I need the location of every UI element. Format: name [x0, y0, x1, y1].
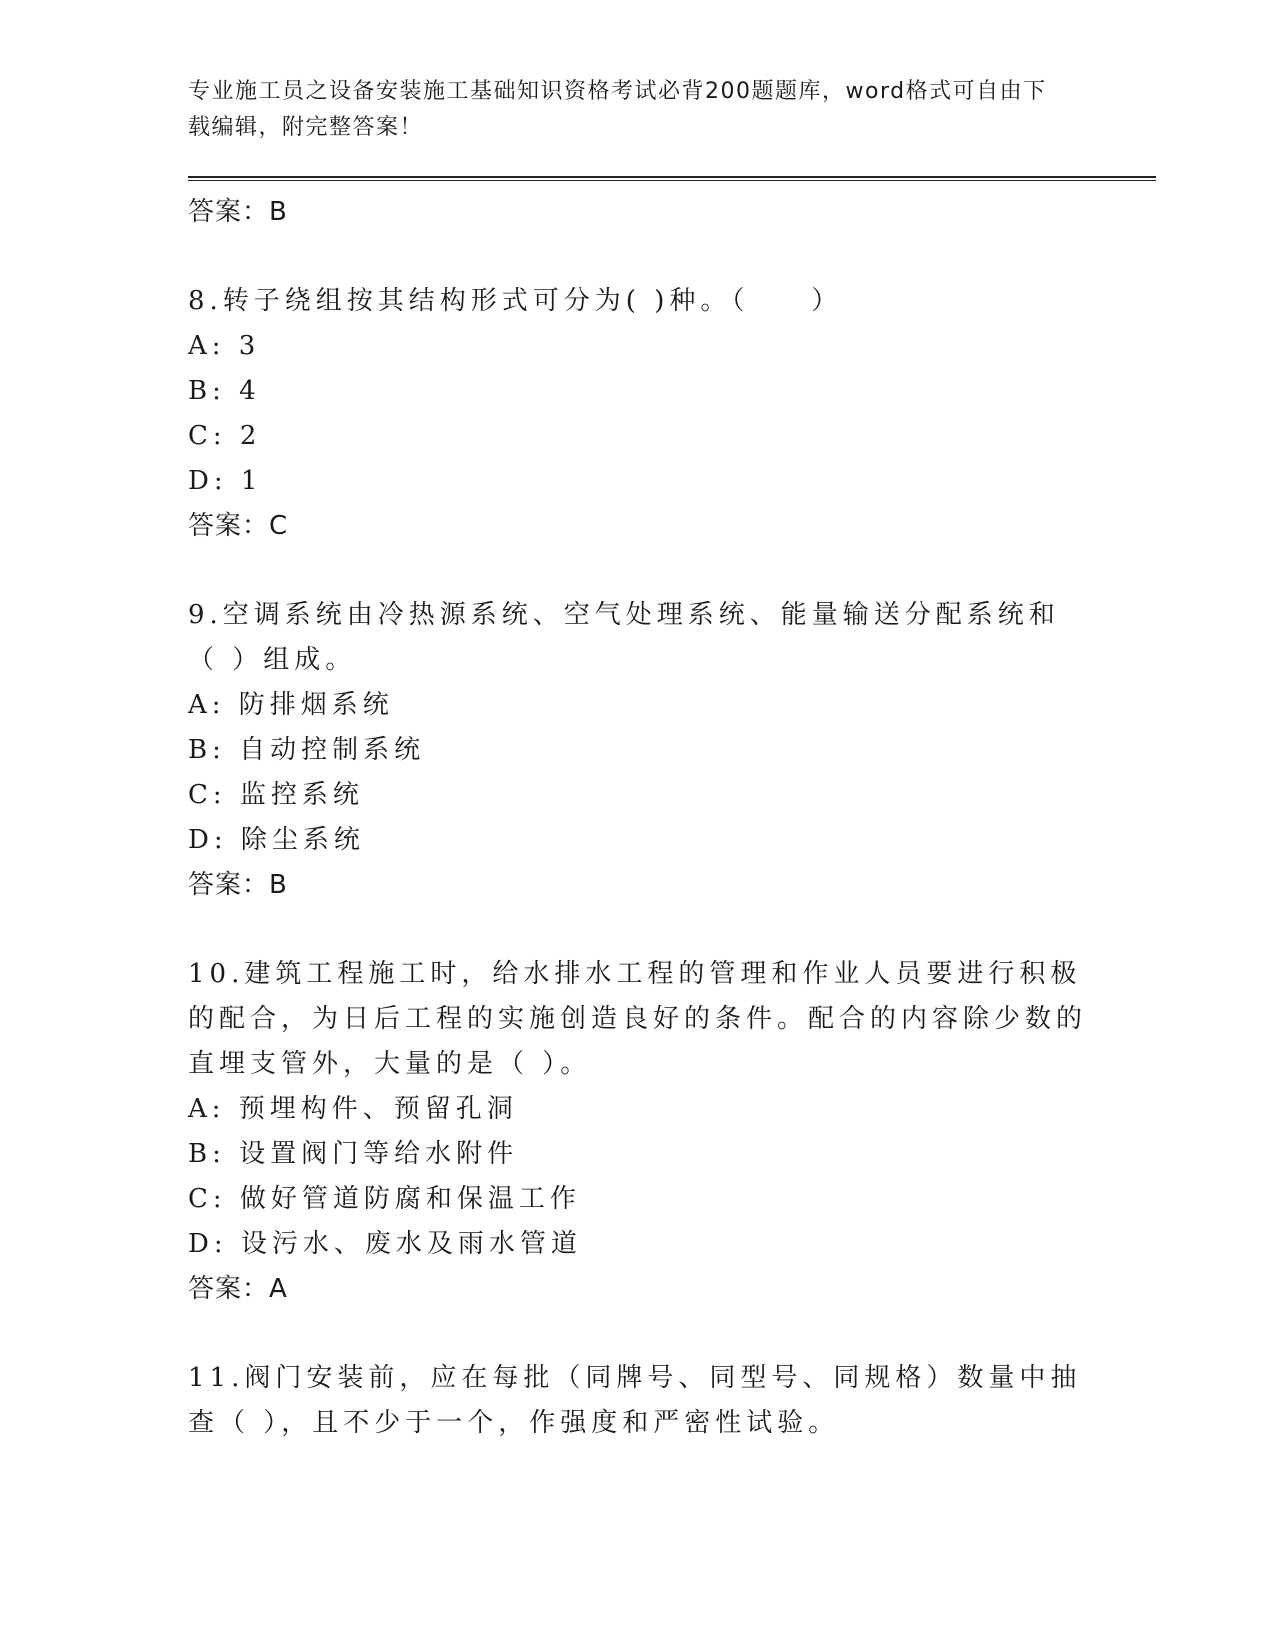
question-text: 9.空调系统由冷热源系统、空气处理系统、能量输送分配系统和（ ）组成。	[188, 600, 1060, 675]
answer-line: 答案：A	[188, 1274, 288, 1304]
option-b: B: 4	[188, 376, 261, 406]
document-body	[188, 190, 1088, 1446]
document-header: 专业施工员之设备安装施工基础知识资格考试必背200题题库，word格式可自由下载编辑，附完整答案！	[188, 79, 1047, 140]
option-c: C: 监控系统	[188, 780, 364, 810]
option-d: D: 除尘系统	[188, 825, 365, 855]
question-block-9	[188, 593, 1088, 907]
question-text: 8.转子绕组按其结构形式可分为( )种。（ ）	[188, 286, 843, 316]
answer-line: 答案：B	[188, 197, 288, 227]
header-divider	[188, 176, 1156, 181]
option-c: C: 2	[188, 421, 262, 451]
question-block-10	[188, 952, 1088, 1311]
option-b: B: 自动控制系统	[188, 735, 426, 765]
question-block-8	[188, 279, 1088, 548]
option-c: C: 做好管道防腐和保温工作	[188, 1184, 581, 1214]
answer-line: 答案：B	[188, 870, 288, 900]
option-d: D: 1	[188, 466, 263, 496]
question-text: 11.阀门安装前，应在每批（同牌号、同型号、同规格）数量中抽查（ ），且不少于一个，作强度和严密性试验。	[188, 1363, 1082, 1438]
question-text: 10.建筑工程施工时，给水排水工程的管理和作业人员要进行积极的配合，为日后工程的实施创造良好的条件。配合的内容除少数的直埋支管外，大量的是（ ）。	[188, 959, 1088, 1079]
answer-line: 答案：C	[188, 511, 289, 541]
spacer	[188, 907, 1088, 952]
option-a: A: 预埋构件、预留孔洞	[188, 1094, 518, 1124]
option-a: A: 防排烟系统	[188, 690, 394, 720]
spacer	[188, 234, 1088, 279]
question-block-11	[188, 1356, 1088, 1446]
option-d: D: 设污水、废水及雨水管道	[188, 1229, 582, 1259]
spacer	[188, 1311, 1088, 1356]
option-b: B: 设置阀门等给水附件	[188, 1139, 519, 1169]
option-a: A: 3	[188, 331, 261, 361]
spacer	[188, 548, 1088, 593]
